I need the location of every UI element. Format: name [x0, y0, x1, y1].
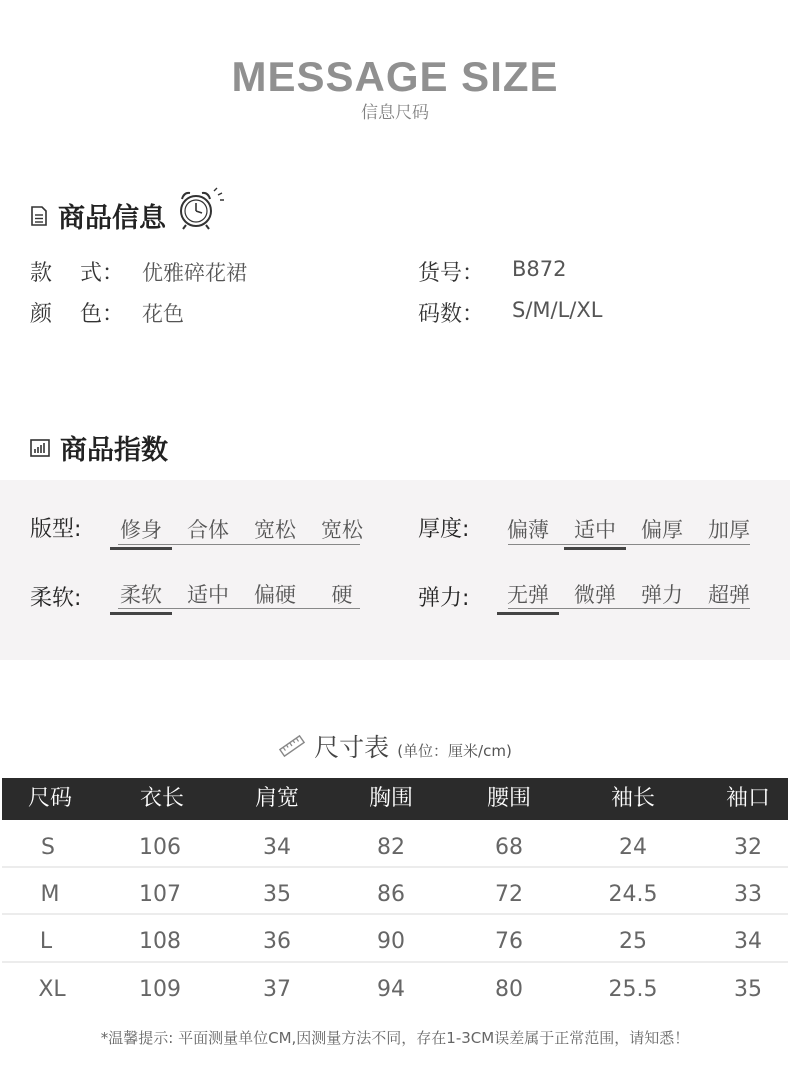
cell-cuff: 32	[734, 835, 762, 860]
elasticity-option-1: 无弹	[497, 579, 559, 609]
sizes-label: 码数：	[418, 302, 485, 327]
thickness-option-3: 偏厚	[641, 518, 683, 542]
row-divider	[2, 866, 788, 868]
fit-scale-line	[118, 544, 360, 545]
cell-waist: 72	[495, 882, 523, 907]
style-value: 优雅碎花裙	[142, 261, 247, 285]
header-bust: 胸围	[368, 786, 413, 811]
cell-length: 106	[139, 835, 181, 860]
thickness-label: 厚度:	[418, 517, 470, 542]
cell-shoulder: 35	[263, 882, 291, 907]
cell-waist: 68	[495, 835, 523, 860]
cell-bust: 86	[377, 882, 405, 907]
header-shoulder: 肩宽	[254, 786, 299, 811]
table-row	[2, 824, 788, 871]
softness-option-1: 柔软	[110, 579, 172, 609]
cell-bust: 90	[377, 929, 405, 954]
table-row	[2, 871, 788, 918]
cell-sleeve-length: 24	[619, 835, 647, 860]
cell-bust: 82	[377, 835, 405, 860]
softness-option-4: 硬	[331, 583, 353, 607]
color-label: 颜 色：	[30, 302, 124, 327]
ruler-icon	[278, 734, 306, 758]
product-index-panel	[0, 480, 790, 660]
softness-option-2: 适中	[187, 583, 229, 607]
bar-chart-icon	[30, 438, 50, 458]
softness-option-3: 偏硬	[254, 583, 296, 607]
sizes-value: S/M/L/XL	[512, 298, 603, 322]
row-divider	[2, 961, 788, 963]
table-row	[2, 918, 788, 965]
fit-option-1: 修身	[110, 514, 172, 544]
cell-bust: 94	[377, 977, 405, 1002]
header-length: 衣长	[139, 786, 184, 811]
item-number-value: B872	[512, 257, 567, 281]
color-value: 花色	[142, 302, 184, 326]
product-index-title: 商品指数	[60, 435, 168, 466]
cell-length: 108	[139, 929, 181, 954]
thickness-scale-line	[508, 544, 750, 545]
fit-option-4: 宽松	[321, 518, 363, 542]
cell-length: 107	[139, 882, 181, 907]
cell-cuff: 34	[734, 929, 762, 954]
fit-label: 版型:	[30, 517, 82, 542]
cell-size: L	[39, 929, 53, 954]
fit-option-3: 宽松	[254, 518, 296, 542]
softness-label: 柔软:	[30, 586, 82, 611]
header-waist: 腰围	[486, 786, 531, 811]
size-table-title: 尺寸表	[314, 733, 390, 762]
cell-cuff: 35	[734, 977, 762, 1002]
thickness-option-1: 偏薄	[507, 518, 549, 542]
elasticity-option-2: 微弹	[574, 583, 616, 607]
elasticity-option-3: 弹力	[641, 583, 683, 607]
header-size: 尺码	[27, 786, 72, 811]
cell-waist: 80	[495, 977, 523, 1002]
cell-sleeve-length: 24.5	[608, 882, 658, 907]
size-table-unit: (单位：厘米/cm)	[397, 742, 512, 760]
cell-shoulder: 34	[263, 835, 291, 860]
size-table-heading	[0, 728, 790, 764]
cell-length: 109	[139, 977, 181, 1002]
row-divider	[2, 913, 788, 915]
cell-shoulder: 37	[263, 977, 291, 1002]
header-sleeve-length: 袖长	[610, 786, 655, 811]
product-info-title: 商品信息	[58, 203, 166, 234]
cell-size: XL	[38, 977, 66, 1002]
page-subtitle: 信息尺码	[361, 103, 429, 123]
thickness-option-2: 适中	[564, 514, 626, 544]
header-cuff: 袖口	[725, 786, 770, 811]
cell-waist: 76	[495, 929, 523, 954]
cell-cuff: 33	[734, 882, 762, 907]
cell-sleeve-length: 25.5	[608, 977, 658, 1002]
style-label: 款 式：	[30, 261, 124, 286]
size-table-header	[2, 778, 788, 820]
document-icon	[30, 206, 48, 226]
thickness-option-4: 加厚	[708, 518, 750, 542]
alarm-clock-icon	[174, 187, 232, 231]
fit-option-2: 合体	[187, 518, 229, 542]
size-note: *温馨提示: 平面测量单位CM,因测量方法不同，存在1-3CM误差属于正常范围，请知悉！	[100, 1029, 690, 1047]
product-index-heading	[30, 428, 168, 467]
cell-shoulder: 36	[263, 929, 291, 954]
cell-size: S	[41, 835, 55, 860]
elasticity-option-4: 超弹	[708, 583, 750, 607]
elasticity-label: 弹力:	[418, 586, 470, 611]
page-title: MESSAGE SIZE	[231, 53, 559, 100]
product-info-heading	[30, 196, 232, 235]
cell-size: M	[40, 882, 60, 907]
cell-sleeve-length: 25	[619, 929, 647, 954]
table-row	[2, 966, 788, 1013]
item-number-label: 货号：	[418, 261, 485, 286]
